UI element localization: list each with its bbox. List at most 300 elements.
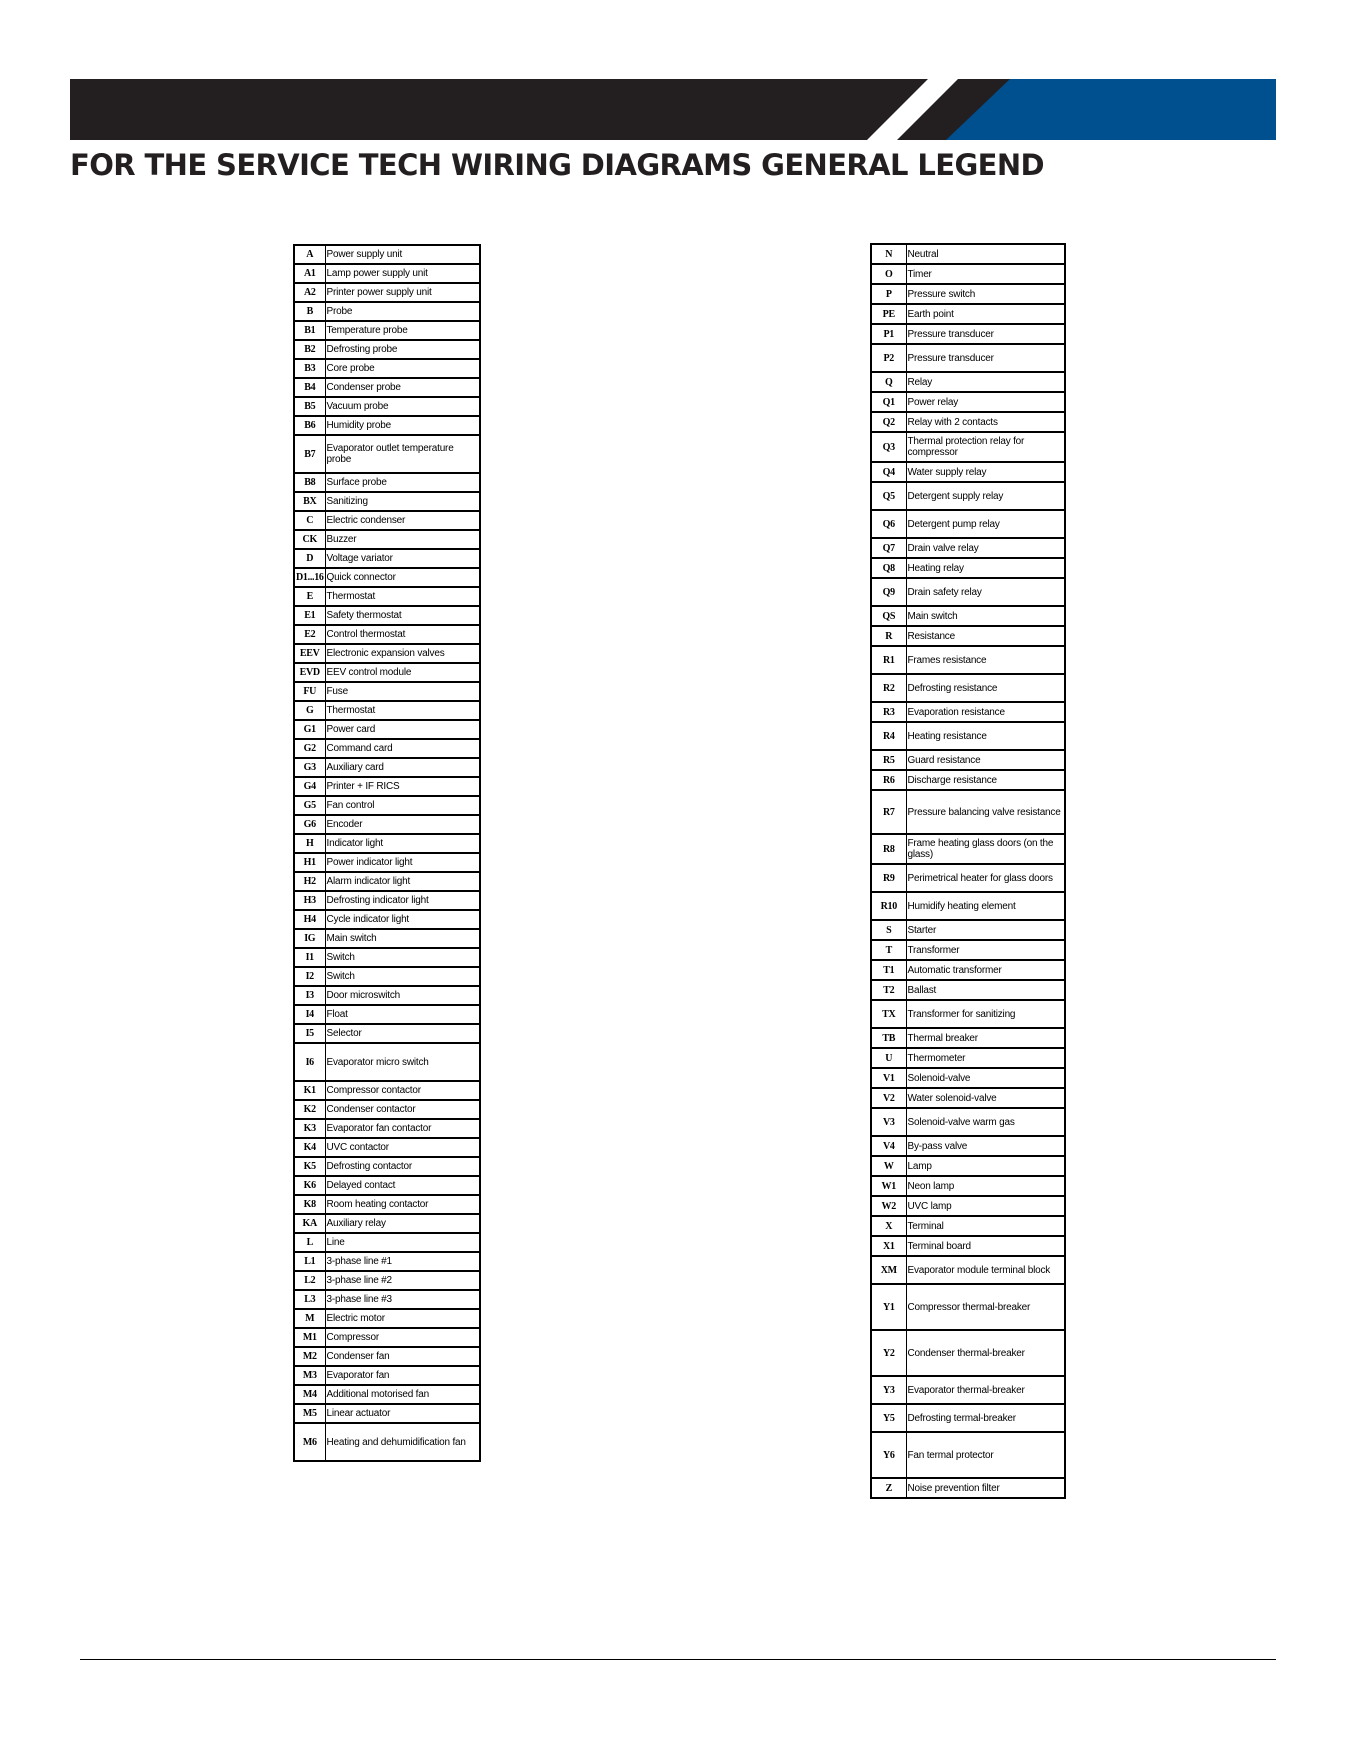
legend-row <box>294 625 480 644</box>
legend-description: Guard resistance <box>906 750 1065 770</box>
legend-code: O <box>871 264 906 284</box>
legend-code: H4 <box>294 910 325 929</box>
legend-code: A2 <box>294 283 325 302</box>
legend-row <box>871 1330 1065 1376</box>
legend-row <box>871 462 1065 482</box>
legend-row <box>294 435 480 473</box>
legend-description: Sanitizing <box>325 492 480 511</box>
legend-row <box>871 960 1065 980</box>
legend-row <box>294 910 480 929</box>
legend-code: X1 <box>871 1236 906 1256</box>
legend-description: Detergent supply relay <box>906 482 1065 510</box>
legend-row <box>871 646 1065 674</box>
legend-code: EVD <box>294 663 325 682</box>
legend-row <box>871 864 1065 892</box>
legend-description: 3-phase line #3 <box>325 1290 480 1309</box>
legend-code: BX <box>294 492 325 511</box>
legend-code: Y3 <box>871 1376 906 1404</box>
legend-row <box>294 302 480 321</box>
legend-code: M5 <box>294 1404 325 1423</box>
legend-row <box>871 538 1065 558</box>
legend-row <box>294 1024 480 1043</box>
legend-code: Z <box>871 1478 906 1498</box>
legend-row <box>871 892 1065 920</box>
legend-row <box>294 1233 480 1252</box>
legend-description: Humidity probe <box>325 416 480 435</box>
legend-description: Selector <box>325 1024 480 1043</box>
legend-code: V2 <box>871 1088 906 1108</box>
legend-description: Condenser contactor <box>325 1100 480 1119</box>
legend-description: Thermostat <box>325 701 480 720</box>
legend-description: Command card <box>325 739 480 758</box>
legend-code: R2 <box>871 674 906 702</box>
legend-code: Q1 <box>871 392 906 412</box>
legend-row <box>294 1271 480 1290</box>
legend-row <box>294 1081 480 1100</box>
legend-code: Q <box>871 372 906 392</box>
legend-row <box>294 340 480 359</box>
legend-description: Heating relay <box>906 558 1065 578</box>
legend-code: KA <box>294 1214 325 1233</box>
legend-code: W1 <box>871 1176 906 1196</box>
legend-code: A <box>294 245 325 264</box>
legend-description: Fan control <box>325 796 480 815</box>
legend-code: X <box>871 1216 906 1236</box>
legend-row <box>871 920 1065 940</box>
legend-code: I4 <box>294 1005 325 1024</box>
legend-description: Power indicator light <box>325 853 480 872</box>
legend-description: Evaporator thermal-breaker <box>906 1376 1065 1404</box>
legend-row <box>294 530 480 549</box>
legend-code: P2 <box>871 344 906 372</box>
legend-description: Defrosting contactor <box>325 1157 480 1176</box>
legend-description: Printer + IF RICS <box>325 777 480 796</box>
legend-code: Q6 <box>871 510 906 538</box>
legend-code: B4 <box>294 378 325 397</box>
legend-code: E <box>294 587 325 606</box>
legend-code: L1 <box>294 1252 325 1271</box>
legend-row <box>294 1423 480 1461</box>
legend-table-left <box>293 244 481 1462</box>
legend-description: Evaporator module terminal block <box>906 1256 1065 1284</box>
legend-code: Q5 <box>871 482 906 510</box>
legend-description: Relay <box>906 372 1065 392</box>
legend-row <box>871 626 1065 646</box>
legend-description: Buzzer <box>325 530 480 549</box>
legend-row <box>871 244 1065 264</box>
legend-row <box>871 264 1065 284</box>
legend-row <box>294 986 480 1005</box>
legend-row <box>871 1028 1065 1048</box>
legend-description: Power relay <box>906 392 1065 412</box>
legend-code: I2 <box>294 967 325 986</box>
legend-description: Drain valve relay <box>906 538 1065 558</box>
legend-description: Transformer <box>906 940 1065 960</box>
legend-description: Heating and dehumidification fan <box>325 1423 480 1461</box>
legend-description: Lamp power supply unit <box>325 264 480 283</box>
legend-description: Compressor contactor <box>325 1081 480 1100</box>
legend-row <box>871 432 1065 462</box>
legend-row <box>294 1005 480 1024</box>
legend-row <box>294 796 480 815</box>
legend-code: V4 <box>871 1136 906 1156</box>
legend-description: UVC lamp <box>906 1196 1065 1216</box>
legend-row <box>294 1309 480 1328</box>
legend-code: CK <box>294 530 325 549</box>
legend-code: K6 <box>294 1176 325 1195</box>
legend-code: D1...16 <box>294 568 325 587</box>
legend-code: B8 <box>294 473 325 492</box>
legend-description: Condenser fan <box>325 1347 480 1366</box>
legend-description: Defrosting resistance <box>906 674 1065 702</box>
legend-code: EEV <box>294 644 325 663</box>
legend-row <box>294 1195 480 1214</box>
legend-description: Compressor thermal-breaker <box>906 1284 1065 1330</box>
legend-description: 3-phase line #1 <box>325 1252 480 1271</box>
legend-description: Additional motorised fan <box>325 1385 480 1404</box>
legend-code: R9 <box>871 864 906 892</box>
legend-description: Humidify heating element <box>906 892 1065 920</box>
legend-code: Q2 <box>871 412 906 432</box>
legend-code: V1 <box>871 1068 906 1088</box>
legend-code: K8 <box>294 1195 325 1214</box>
legend-row <box>294 967 480 986</box>
legend-code: G5 <box>294 796 325 815</box>
legend-description: Frame heating glass doors (on the glass) <box>906 834 1065 864</box>
legend-description: Resistance <box>906 626 1065 646</box>
legend-row <box>871 558 1065 578</box>
legend-code: T2 <box>871 980 906 1000</box>
legend-row <box>294 815 480 834</box>
legend-row <box>871 1404 1065 1432</box>
legend-table-right <box>870 243 1066 1499</box>
legend-row <box>294 1119 480 1138</box>
legend-row <box>294 1138 480 1157</box>
legend-row <box>294 587 480 606</box>
legend-code: N <box>871 244 906 264</box>
legend-code: L3 <box>294 1290 325 1309</box>
legend-code: TX <box>871 1000 906 1028</box>
legend-description: Main switch <box>325 929 480 948</box>
legend-row <box>871 1156 1065 1176</box>
legend-row <box>871 1284 1065 1330</box>
legend-code: V3 <box>871 1108 906 1136</box>
legend-description: Evaporation resistance <box>906 702 1065 722</box>
legend-code: H <box>294 834 325 853</box>
legend-code: B7 <box>294 435 325 473</box>
legend-row <box>294 834 480 853</box>
legend-code: W2 <box>871 1196 906 1216</box>
page-title: FOR THE SERVICE TECH WIRING DIAGRAMS GENERAL LEGEND <box>70 148 1045 182</box>
legend-row <box>871 304 1065 324</box>
legend-row <box>871 1216 1065 1236</box>
legend-code: G4 <box>294 777 325 796</box>
legend-description: Drain safety relay <box>906 578 1065 606</box>
legend-row <box>294 1366 480 1385</box>
legend-description: Room heating contactor <box>325 1195 480 1214</box>
legend-code: R10 <box>871 892 906 920</box>
legend-description: 3-phase line #2 <box>325 1271 480 1290</box>
legend-description: Printer power supply unit <box>325 283 480 302</box>
legend-description: Relay with 2 contacts <box>906 412 1065 432</box>
legend-description: Water solenoid-valve <box>906 1088 1065 1108</box>
legend-row <box>294 891 480 910</box>
legend-code: G6 <box>294 815 325 834</box>
legend-row <box>294 1290 480 1309</box>
legend-description: Perimetrical heater for glass doors <box>906 864 1065 892</box>
legend-row <box>294 549 480 568</box>
legend-description: Condenser thermal-breaker <box>906 1330 1065 1376</box>
legend-row <box>294 739 480 758</box>
legend-description: Ballast <box>906 980 1065 1000</box>
legend-row <box>871 1478 1065 1498</box>
legend-row <box>294 1176 480 1195</box>
legend-description: Automatic transformer <box>906 960 1065 980</box>
legend-description: Evaporator micro switch <box>325 1043 480 1081</box>
legend-row <box>294 511 480 530</box>
legend-row <box>294 948 480 967</box>
legend-description: Auxiliary relay <box>325 1214 480 1233</box>
legend-description: Float <box>325 1005 480 1024</box>
legend-code: W <box>871 1156 906 1176</box>
legend-row <box>871 722 1065 750</box>
legend-code: E1 <box>294 606 325 625</box>
legend-row <box>871 372 1065 392</box>
legend-code: L2 <box>294 1271 325 1290</box>
header-banner <box>70 79 1276 140</box>
legend-description: Switch <box>325 967 480 986</box>
legend-row <box>871 1376 1065 1404</box>
legend-description: Compressor <box>325 1328 480 1347</box>
legend-code: K5 <box>294 1157 325 1176</box>
legend-description: Electric condenser <box>325 511 480 530</box>
legend-code: Q9 <box>871 578 906 606</box>
legend-description: Transformer for sanitizing <box>906 1000 1065 1028</box>
legend-row <box>871 834 1065 864</box>
legend-description: EEV control module <box>325 663 480 682</box>
legend-code: R7 <box>871 790 906 834</box>
legend-description: Heating resistance <box>906 722 1065 750</box>
legend-row <box>871 1108 1065 1136</box>
legend-code: FU <box>294 682 325 701</box>
legend-row <box>871 482 1065 510</box>
legend-code: M3 <box>294 1366 325 1385</box>
legend-description: Cycle indicator light <box>325 910 480 929</box>
legend-code: G1 <box>294 720 325 739</box>
legend-code: T <box>871 940 906 960</box>
legend-row <box>294 1100 480 1119</box>
legend-description: Power supply unit <box>325 245 480 264</box>
legend-row <box>871 344 1065 372</box>
legend-description: Linear actuator <box>325 1404 480 1423</box>
legend-row <box>294 1328 480 1347</box>
legend-row <box>871 770 1065 790</box>
legend-row <box>871 606 1065 626</box>
legend-description: Neon lamp <box>906 1176 1065 1196</box>
legend-code: Q4 <box>871 462 906 482</box>
legend-code: I3 <box>294 986 325 1005</box>
legend-description: Timer <box>906 264 1065 284</box>
legend-code: R1 <box>871 646 906 674</box>
legend-code: U <box>871 1048 906 1068</box>
legend-row <box>294 720 480 739</box>
legend-code: S <box>871 920 906 940</box>
legend-row <box>871 1236 1065 1256</box>
legend-description: UVC contactor <box>325 1138 480 1157</box>
legend-code: B5 <box>294 397 325 416</box>
legend-description: Solenoid-valve <box>906 1068 1065 1088</box>
legend-row <box>294 264 480 283</box>
legend-code: K3 <box>294 1119 325 1138</box>
legend-code: Y6 <box>871 1432 906 1478</box>
legend-code: G3 <box>294 758 325 777</box>
legend-description: Terminal board <box>906 1236 1065 1256</box>
banner-diagonal-stripe <box>867 79 958 140</box>
legend-code: B2 <box>294 340 325 359</box>
legend-description: By-pass valve <box>906 1136 1065 1156</box>
legend-row <box>294 1043 480 1081</box>
banner-blue-accent <box>946 79 1276 140</box>
legend-row <box>871 750 1065 770</box>
legend-code: M <box>294 1309 325 1328</box>
legend-code: TB <box>871 1028 906 1048</box>
legend-description: Thermostat <box>325 587 480 606</box>
legend-row <box>294 1214 480 1233</box>
legend-row <box>871 1176 1065 1196</box>
legend-code: R3 <box>871 702 906 722</box>
legend-description: Defrosting indicator light <box>325 891 480 910</box>
legend-row <box>294 758 480 777</box>
legend-row <box>294 606 480 625</box>
legend-description: Evaporator fan contactor <box>325 1119 480 1138</box>
legend-code: B3 <box>294 359 325 378</box>
legend-description: Defrosting probe <box>325 340 480 359</box>
legend-description: Switch <box>325 948 480 967</box>
legend-row <box>871 674 1065 702</box>
legend-description: Electric motor <box>325 1309 480 1328</box>
legend-code: P1 <box>871 324 906 344</box>
legend-description: Line <box>325 1233 480 1252</box>
legend-description: Defrosting termal-breaker <box>906 1404 1065 1432</box>
legend-code: Y2 <box>871 1330 906 1376</box>
legend-description: Thermometer <box>906 1048 1065 1068</box>
legend-description: Condenser probe <box>325 378 480 397</box>
legend-row <box>294 1404 480 1423</box>
legend-description: Pressure switch <box>906 284 1065 304</box>
legend-row <box>294 929 480 948</box>
legend-code: M6 <box>294 1423 325 1461</box>
legend-row <box>871 324 1065 344</box>
legend-row <box>294 777 480 796</box>
legend-row <box>294 872 480 891</box>
legend-description: Fuse <box>325 682 480 701</box>
legend-row <box>294 245 480 264</box>
legend-row <box>871 1256 1065 1284</box>
legend-code: Y5 <box>871 1404 906 1432</box>
legend-code: R8 <box>871 834 906 864</box>
legend-row <box>871 702 1065 722</box>
legend-description: Control thermostat <box>325 625 480 644</box>
legend-row <box>871 392 1065 412</box>
legend-code: K2 <box>294 1100 325 1119</box>
legend-row <box>294 1252 480 1271</box>
legend-row <box>871 1068 1065 1088</box>
legend-code: H2 <box>294 872 325 891</box>
legend-row <box>871 790 1065 834</box>
legend-code: E2 <box>294 625 325 644</box>
legend-row <box>871 284 1065 304</box>
legend-description: Door microswitch <box>325 986 480 1005</box>
legend-row <box>294 473 480 492</box>
legend-description: Terminal <box>906 1216 1065 1236</box>
legend-description: Surface probe <box>325 473 480 492</box>
legend-description: Lamp <box>906 1156 1065 1176</box>
legend-description: Evaporator outlet temperature probe <box>325 435 480 473</box>
legend-code: C <box>294 511 325 530</box>
legend-row <box>294 416 480 435</box>
legend-row <box>871 1432 1065 1478</box>
legend-description: Delayed contact <box>325 1176 480 1195</box>
legend-row <box>871 940 1065 960</box>
legend-description: Pressure transducer <box>906 344 1065 372</box>
legend-code: A1 <box>294 264 325 283</box>
legend-code: B1 <box>294 321 325 340</box>
legend-description: Starter <box>906 920 1065 940</box>
legend-description: Fan termal protector <box>906 1432 1065 1478</box>
legend-code: P <box>871 284 906 304</box>
legend-row <box>294 1157 480 1176</box>
legend-row <box>871 1088 1065 1108</box>
legend-description: Vacuum probe <box>325 397 480 416</box>
legend-row <box>294 359 480 378</box>
legend-code: G2 <box>294 739 325 758</box>
legend-code: M4 <box>294 1385 325 1404</box>
legend-row <box>871 1136 1065 1156</box>
legend-code: R5 <box>871 750 906 770</box>
legend-row <box>294 321 480 340</box>
legend-description: Detergent pump relay <box>906 510 1065 538</box>
legend-description: Neutral <box>906 244 1065 264</box>
legend-row <box>871 412 1065 432</box>
legend-row <box>871 1048 1065 1068</box>
legend-code: K4 <box>294 1138 325 1157</box>
legend-row <box>294 397 480 416</box>
legend-description: Indicator light <box>325 834 480 853</box>
legend-description: Water supply relay <box>906 462 1065 482</box>
legend-row <box>871 578 1065 606</box>
legend-description: Earth point <box>906 304 1065 324</box>
legend-code: I1 <box>294 948 325 967</box>
legend-row <box>294 1347 480 1366</box>
legend-description: Temperature probe <box>325 321 480 340</box>
legend-row <box>294 682 480 701</box>
legend-code: R <box>871 626 906 646</box>
legend-code: B6 <box>294 416 325 435</box>
legend-description: Safety thermostat <box>325 606 480 625</box>
footer-rule <box>80 1659 1276 1660</box>
legend-code: B <box>294 302 325 321</box>
legend-code: Q8 <box>871 558 906 578</box>
legend-code: H1 <box>294 853 325 872</box>
legend-description: Main switch <box>906 606 1065 626</box>
legend-row <box>294 568 480 587</box>
legend-description: Encoder <box>325 815 480 834</box>
legend-row <box>871 980 1065 1000</box>
legend-description: Pressure transducer <box>906 324 1065 344</box>
legend-row <box>294 644 480 663</box>
legend-description: Auxiliary card <box>325 758 480 777</box>
legend-row <box>871 1196 1065 1216</box>
